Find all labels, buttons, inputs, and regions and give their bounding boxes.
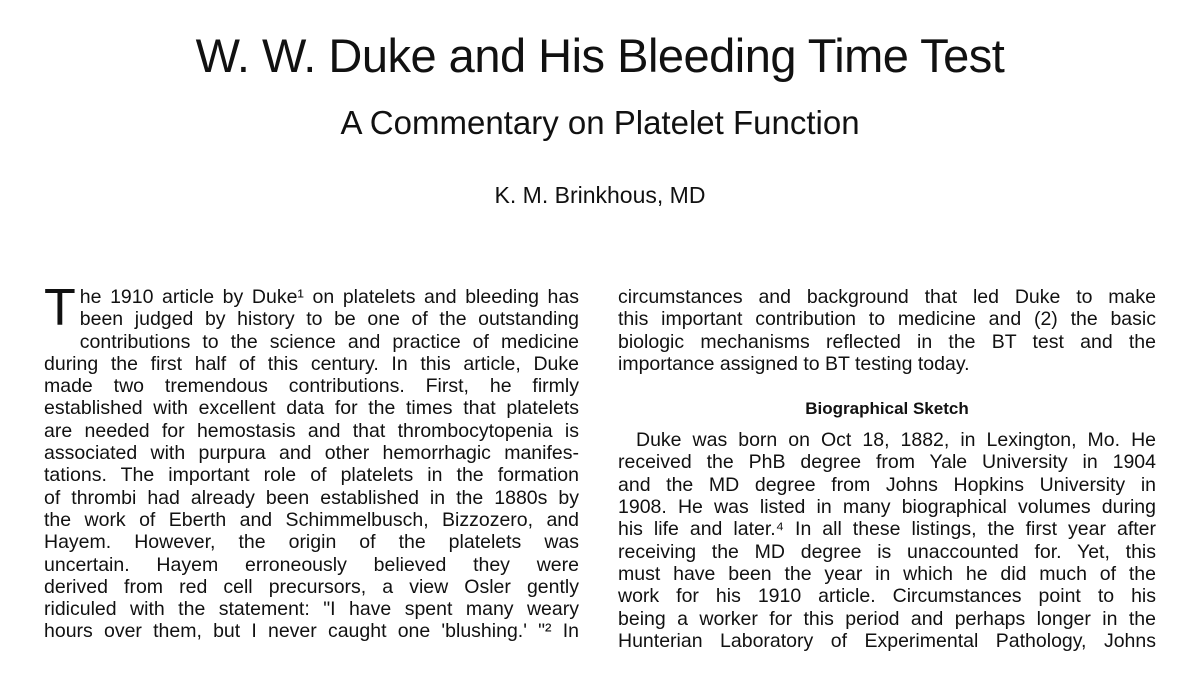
- left-column: [44, 279, 579, 643]
- article-subtitle: A Commentary on Platelet Function: [340, 104, 860, 141]
- body-line: contributions to the science and practice of medicine: [79, 330, 579, 353]
- body-line: tations. The important role of platelets in the formation: [44, 464, 579, 487]
- right-column: [618, 286, 1156, 652]
- body-line: received the PhB degree from Yale University in 1904: [618, 451, 1156, 474]
- body-line: Hayem. However, the origin of the platelets was: [44, 531, 579, 554]
- body-line: and the MD degree from Johns Hopkins University in: [618, 473, 1156, 496]
- body-line: his life and later.⁴ In all these listings, the first year after: [618, 518, 1156, 541]
- section-heading: Biographical Sketch: [805, 399, 969, 419]
- body-line: of thrombi had already been established in the 1880s by: [44, 486, 579, 509]
- body-line: work for his 1910 article. Circumstances point to his: [618, 585, 1156, 608]
- body-line: Hunterian Laboratory of Experimental Pathology, Johns: [618, 629, 1156, 652]
- article-author: K. M. Brinkhous, MD: [494, 182, 706, 208]
- body-line: during the first half of this century. In this article, Duke: [44, 352, 579, 375]
- body-line: ridiculed with the statement: "I have spent many weary: [44, 598, 579, 621]
- body-line: circumstances and background that led Duke to make: [618, 286, 1156, 308]
- body-line: biologic mechanisms reflected in the BT test and the: [618, 330, 1156, 353]
- body-line: being a worker for this period and perhaps longer in the: [618, 607, 1156, 630]
- drop-cap: T: [44, 279, 76, 337]
- body-line: established with excellent data for the times that platelets: [44, 397, 579, 420]
- body-line: Duke was born on Oct 18, 1882, in Lexington, Mo. He: [636, 429, 1156, 452]
- body-line: he 1910 article by Duke¹ on platelets and bleeding has: [79, 286, 579, 308]
- body-line: associated with purpura and other hemorrhagic manifes-: [44, 442, 579, 465]
- body-line: the work of Eberth and Schimmelbusch, Bizzozero, and: [44, 508, 579, 531]
- body-line: are needed for hemostasis and that thrombocytopenia is: [44, 419, 579, 442]
- body-line: hours over them, but I never caught one 'blushing.' "² In: [44, 620, 579, 643]
- body-line: been judged by history to be one of the outstanding: [79, 308, 579, 331]
- body-line: this important contribution to medicine and (2) the basic: [618, 308, 1156, 331]
- body-line: uncertain. Hayem erroneously believed they were: [44, 553, 579, 576]
- body-line: must have been the year in which he did much of the: [618, 562, 1156, 585]
- body-line: derived from red cell precursors, a view Osler gently: [44, 575, 579, 598]
- body-line: importance assigned to BT testing today.: [618, 352, 970, 375]
- article-title: W. W. Duke and His Bleeding Time Test: [195, 29, 1005, 82]
- body-line: receiving the MD degree is unaccounted for. Yet, this: [618, 540, 1156, 563]
- body-line: 1908. He was listed in many biographical volumes during: [618, 496, 1156, 519]
- body-line: made two tremendous contributions. First, he firmly: [44, 375, 579, 398]
